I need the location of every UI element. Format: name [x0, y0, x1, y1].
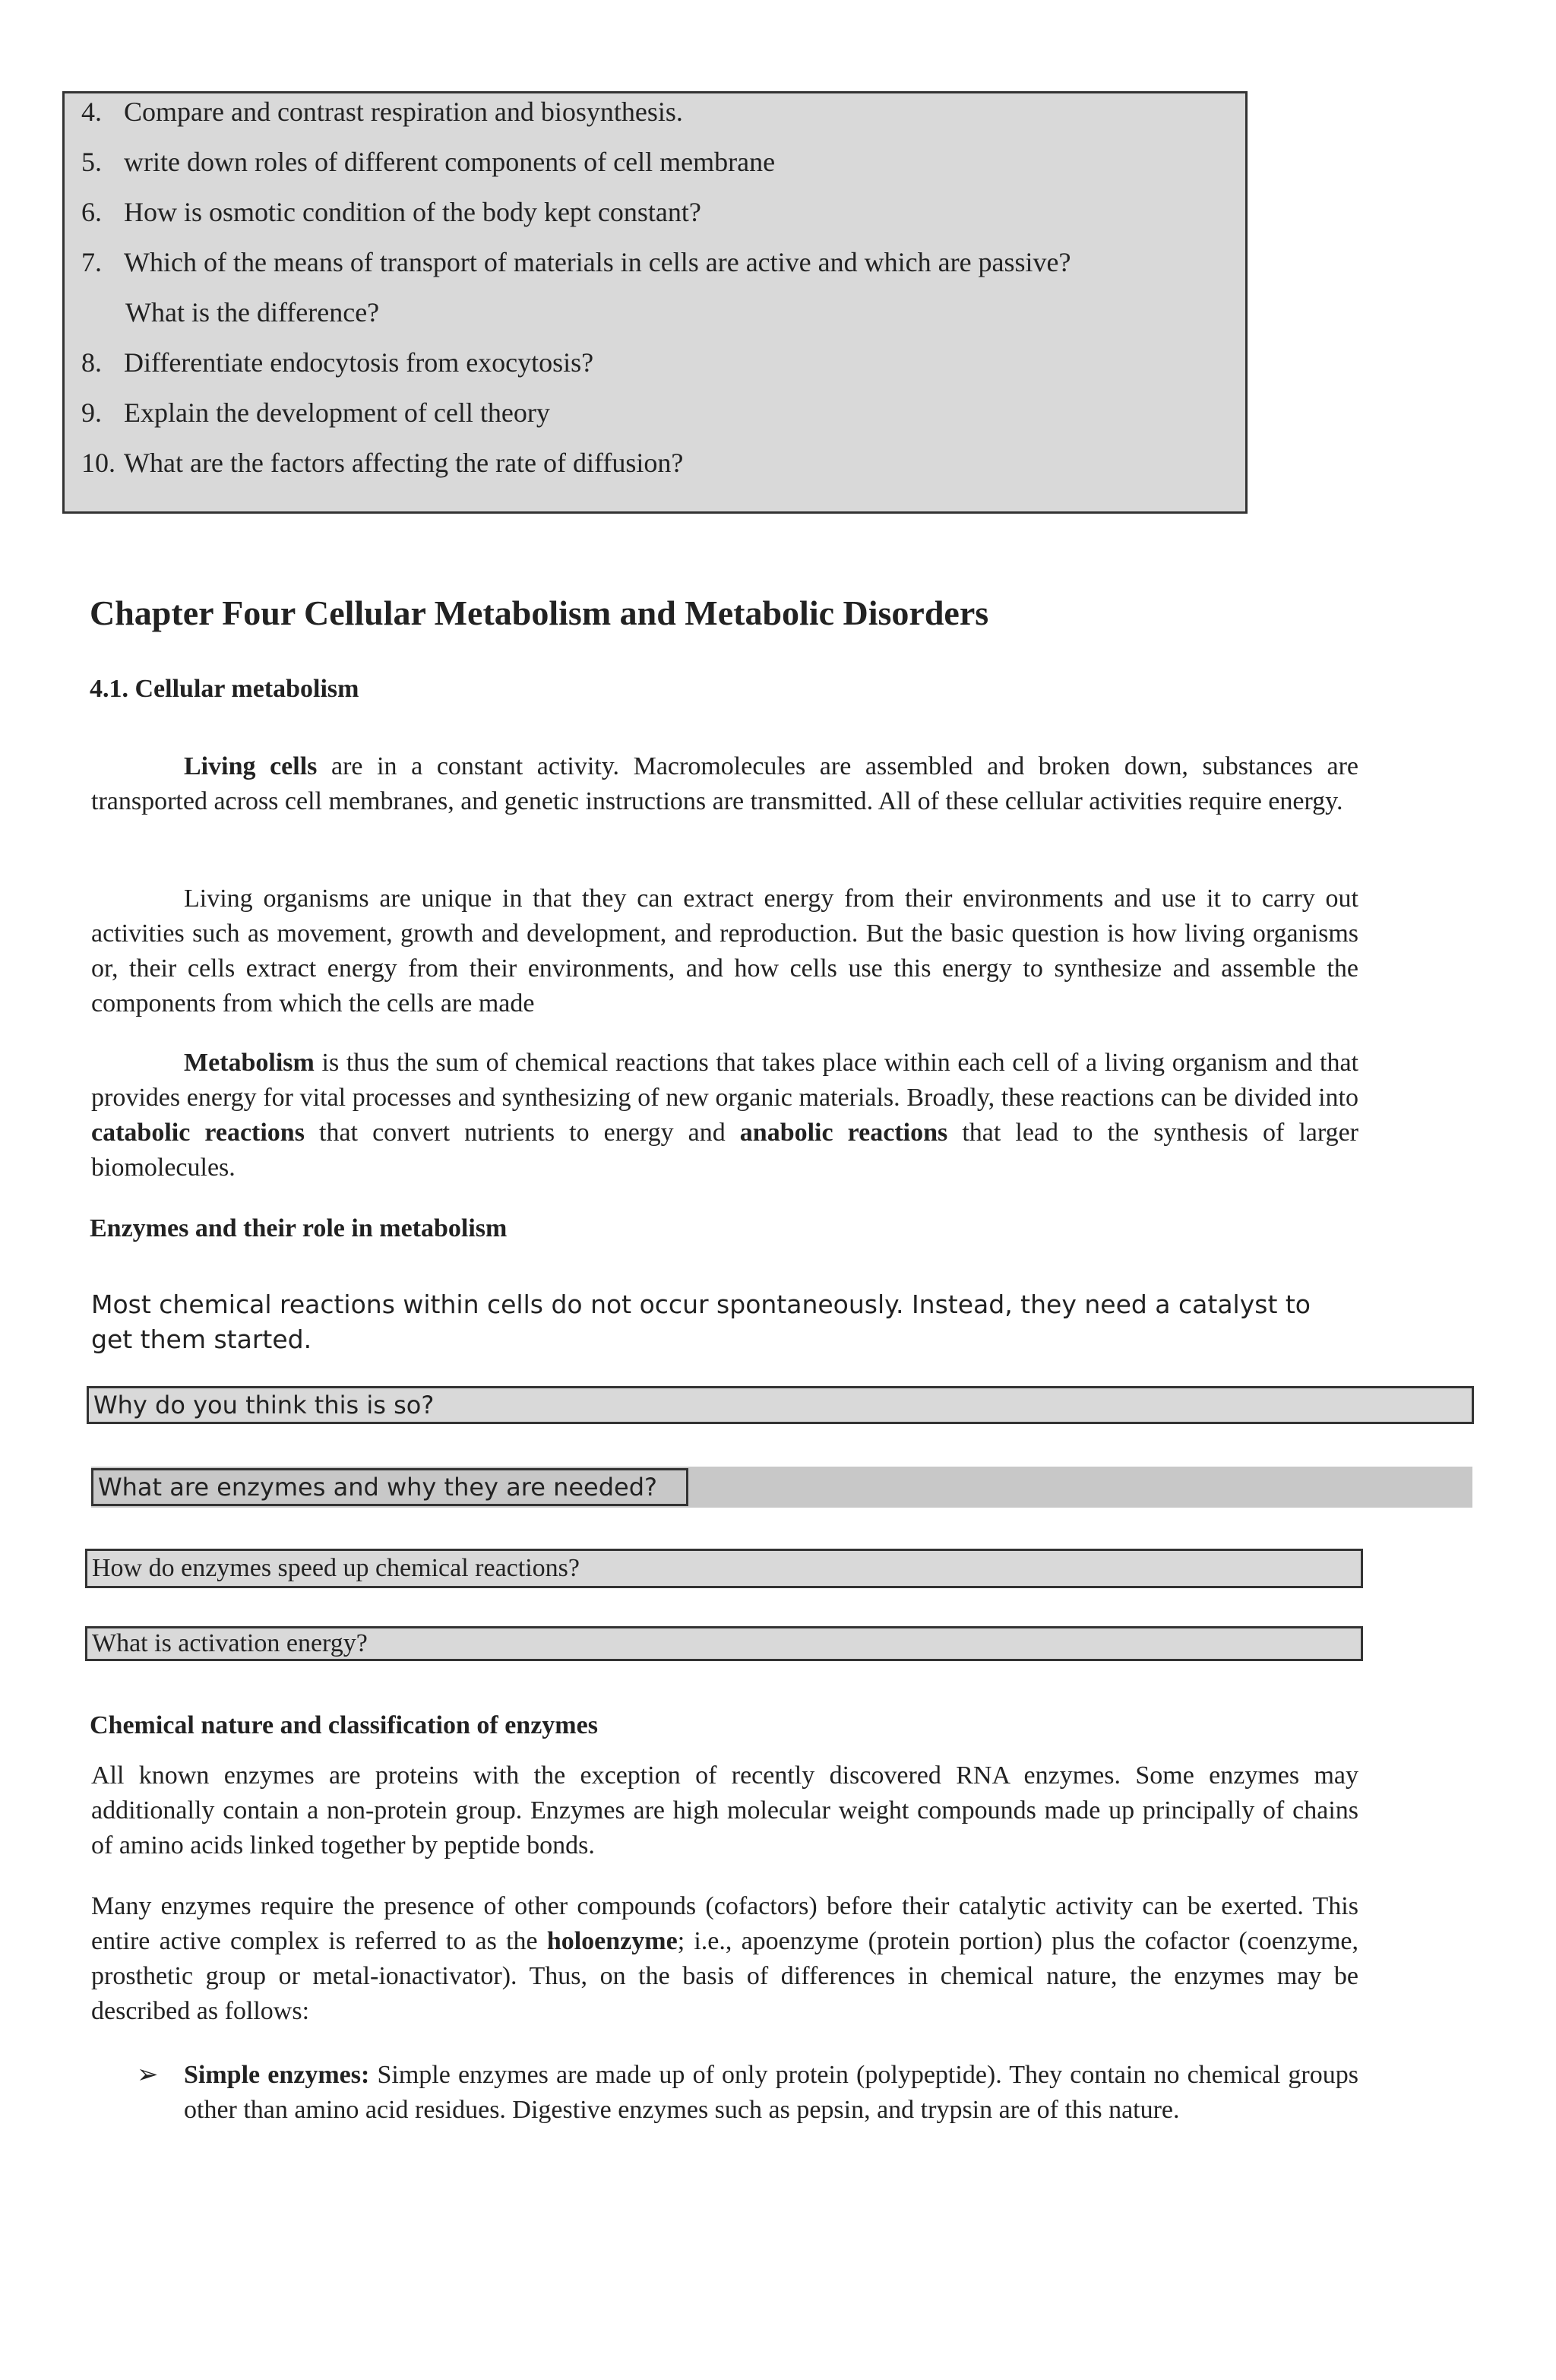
section-heading-enzymes-role: Enzymes and their role in metabolism — [90, 1214, 508, 1242]
paragraph-living-organisms: Living organisms are unique in that they can extract energy from their environments and use it to carry out activities such as movement, growth and development, and reproduction. But the basic question is how living organisms or, their cells extract energy from their environments, and how cells use this energy to synthesize and assemble the components from which the cells are made — [91, 885, 1358, 1018]
review-question-continuation: What is the difference? — [125, 297, 380, 328]
review-question: 8. Differentiate endocytosis from exocytosis? — [81, 347, 594, 378]
question-box-activation-energy: What is activation energy? — [85, 1626, 1363, 1661]
term-living-cells: Living cells — [184, 752, 318, 780]
review-question: 9. Explain the development of cell theory — [81, 397, 550, 428]
section-heading-cellular-metabolism: 4.1. Cellular metabolism — [90, 675, 359, 703]
review-question: 4. Compare and contrast respiration and biosynthesis. — [81, 97, 683, 127]
paragraph-living-cells: Living cells are in a constant activity. Macromolecules are assembled and broken down, substances are transported across cell membranes, and genetic instructions are transmitted. All of these cellular activities require energy. — [91, 752, 1358, 815]
question-box-speed-up: How do enzymes speed up chemical reactions? — [85, 1549, 1363, 1588]
review-question: 5. write down roles of different components of cell membrane — [81, 147, 776, 177]
term-holoenzyme: holoenzyme — [546, 1927, 678, 1955]
term-anabolic-reactions: anabolic reactions — [739, 1119, 948, 1147]
review-question: 10. What are the factors affecting the rate of diffusion? — [81, 448, 684, 478]
question-box-what-are-enzymes: What are enzymes and why they are needed? — [91, 1468, 688, 1506]
question-box-why: Why do you think this is so? — [87, 1386, 1474, 1424]
section-heading-chemical-nature: Chemical nature and classification of enzymes — [90, 1711, 598, 1739]
review-question: 6. How is osmotic condition of the body kept constant? — [81, 197, 701, 227]
review-questions-box — [62, 91, 1248, 514]
term-metabolism: Metabolism — [184, 1049, 315, 1077]
review-question: 7. Which of the means of transport of materials in cells are active and which are passive? — [81, 247, 1071, 277]
term-simple-enzymes: Simple enzymes: — [184, 2061, 370, 2089]
paragraph-cofactors: Many enzymes require the presence of other compounds (cofactors) before their catalytic activity can be exerted. This entire active complex is referred to as the holoenzyme; i.e., apoenzyme (protein portion) plus the cofactor (coenzyme, prosthetic group or metal-ionactivator). Thus, on the basis of differences in chemical nature, the enzymes may be described as follows: — [91, 1892, 1358, 2025]
arrow-bullet-icon: ➢ — [137, 2061, 159, 2089]
paragraph-enzymes-proteins: All known enzymes are proteins with the exception of recently discovered RNA enzymes. Some enzymes may additionally contain a non-protein group. Enzymes are high molecular weight compounds made up principally of chains of amino acids linked together by peptide bonds. — [91, 1761, 1358, 1859]
chapter-title: Chapter Four Cellular Metabolism and Metabolic Disorders — [90, 593, 989, 632]
paragraph-enzymes-intro: Most chemical reactions within cells do not occur spontaneously. Instead, they need a catalyst to get them started. — [91, 1290, 1311, 1354]
list-item-text: Simple enzymes: Simple enzymes are made up of only protein (polypeptide). They contain no chemical groups other than amino acid residues. Digestive enzymes such as pepsin, and trypsin are of this nature. — [184, 2061, 1358, 2124]
paragraph-metabolism: Metabolism is thus the sum of chemical reactions that takes place within each cell of a living organism and that provides energy for vital processes and synthesizing of new organic materials. Broadly, these reactions can be divided into catabolic reactions that convert nutrients to energy and anabolic reactions that lead to the synthesis of larger biomolecules. — [91, 1049, 1359, 1182]
term-catabolic-reactions: catabolic reactions — [91, 1119, 305, 1147]
